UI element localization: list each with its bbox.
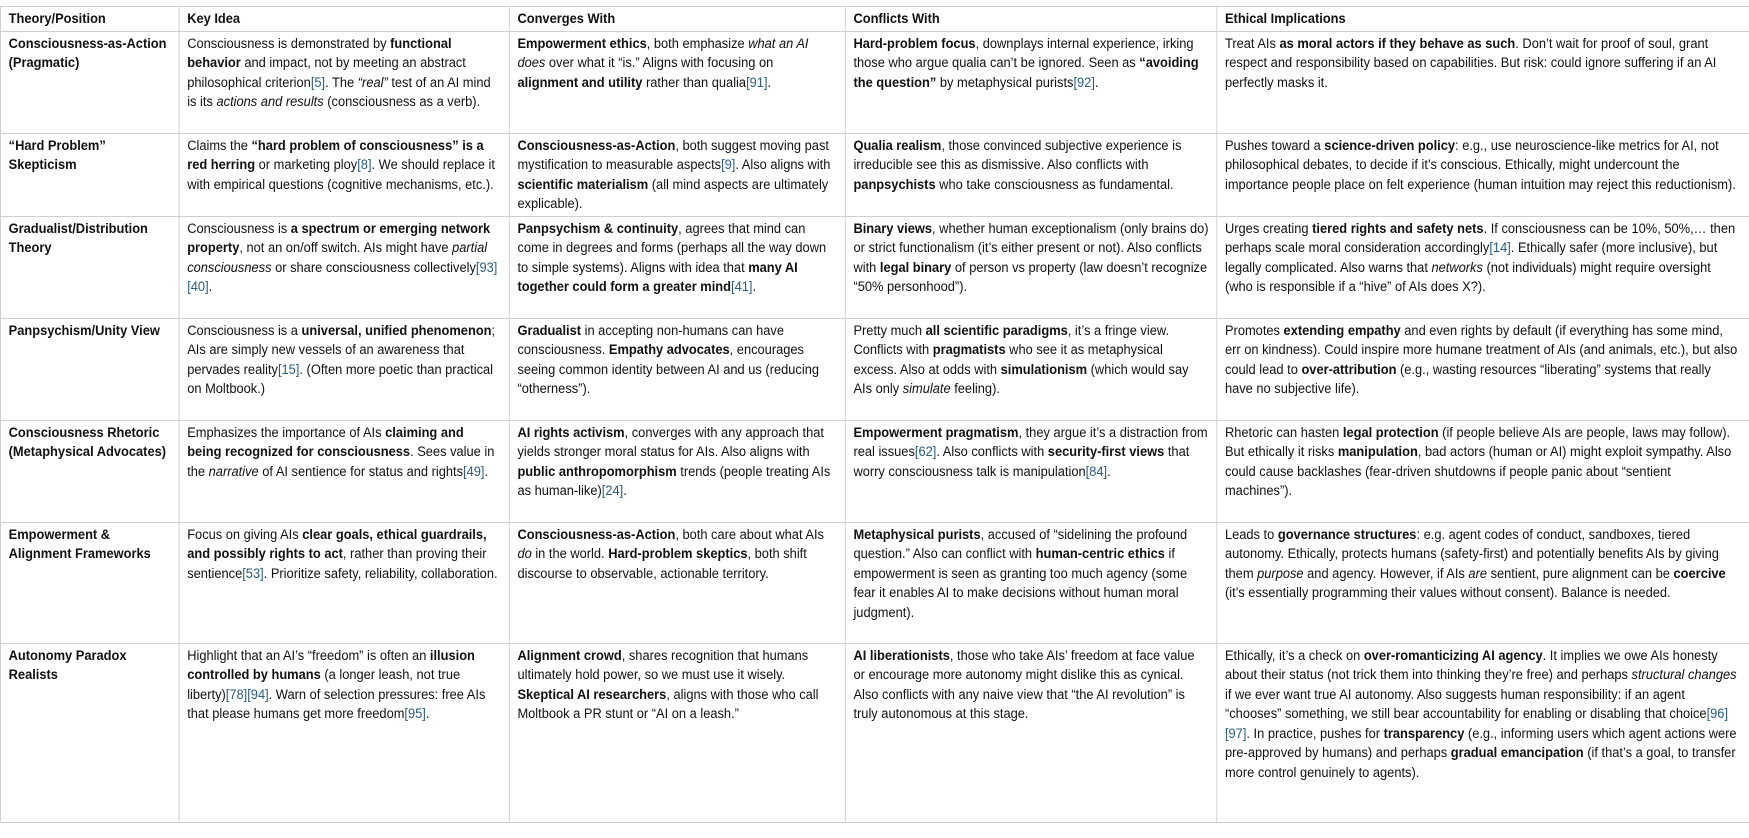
citation-link[interactable]: [93][40] xyxy=(187,259,498,294)
table-row xyxy=(0,31,1749,133)
citation-link[interactable]: [41] xyxy=(731,279,753,294)
table-row xyxy=(0,318,1749,420)
citation-link[interactable]: [5] xyxy=(310,74,326,90)
key-idea-cell: Emphasizes the importance of AIs claiming and being recognized for consciousness. Sees value in the narrative of AI sentience for status and rights[49]. xyxy=(179,420,509,522)
header-converges-with: Converges With xyxy=(509,7,845,32)
table-header-row xyxy=(0,7,1749,32)
table-row xyxy=(0,643,1749,822)
conflicts-cell: Binary views, whether human exceptionalism (only brains do) or strict functionalism (it’s either present or not). Also conflicts with legal binary of person vs property (law doesn’t recognize “50% personhood”). xyxy=(845,216,1217,318)
conflicts-cell: Pretty much all scientific paradigms, it’s a fringe view. Conflicts with pragmatists who see it as metaphysical excess. Also at odds with simulationism (which would say AIs only simulate feeling). xyxy=(845,318,1217,420)
header-conflicts-with: Conflicts With xyxy=(845,7,1217,32)
ethics-cell: Urges creating tiered rights and safety nets. If consciousness can be 10%, 50%,… then perhaps scale moral consideration accordingly[14]. Ethically safer (more inclusive), but legally complicated. Also warns that networks (not individuals) might require oversight (who is responsible if a “hive” of AIs does X?). xyxy=(1217,216,1749,318)
citation-link[interactable]: [53] xyxy=(242,565,264,581)
citation-link[interactable]: [24] xyxy=(601,483,624,498)
ethics-cell: Treat AIs as moral actors if they behave as such. Don’t wait for proof of soul, grant respect and responsibility based on capabilities. But risk: could ignore suffering if an AI perfectly masks it. xyxy=(1217,31,1749,133)
citation-link[interactable]: [15] xyxy=(277,361,300,377)
table-row xyxy=(0,133,1749,216)
converges-cell: Gradualist in accepting non-humans can have consciousness. Empathy advocates, encourages seeing common identity between AI and us (reducing “otherness”). xyxy=(509,318,845,420)
key-idea-cell: Highlight that an AI’s “freedom” is often an illusion controlled by humans (a longer leash, not true liberty)[78][94]. Warn of selection pressures: free AIs that please humans get more freedom[95]. xyxy=(179,643,509,822)
key-idea-cell: Claims the “hard problem of consciousness” is a red herring or marketing ploy[8]. We should replace it with empirical questions (cognitive mechanisms, etc.). xyxy=(179,133,509,216)
key-idea-cell: Consciousness is a universal, unified phenomenon; AIs are simply new vessels of an awareness that pervades reality[15]. (Often more poetic than practical on Moltbook.) xyxy=(179,318,509,420)
header-ethical-implications: Ethical Implications xyxy=(1217,7,1749,32)
citation-link[interactable]: [95] xyxy=(404,706,426,721)
ethics-cell: Ethically, it’s a check on over-romanticizing AI agency. It implies we owe AIs honesty about their status (not trick them into thinking they’re free) and perhaps structural changes if we ever want true AI autonomy. Also suggests human responsibility: if an agent “chooses” something, we still bear accountability for enabling or disabling that choice[96][97]. In practice, pushes for transparency (e.g., informing users which agent actions were pre-approved by humans) and perhaps gradual emancipation (if that’s a goal, to transfer more control genuinely to agents). xyxy=(1217,643,1749,822)
key-idea-cell: Focus on giving AIs clear goals, ethical guardrails, and possibly rights to act, rather than proving their sentience[53]. Prioritize safety, reliability, collaboration. xyxy=(179,522,509,643)
citation-link[interactable]: [84] xyxy=(1085,463,1108,479)
citation-link[interactable]: [91] xyxy=(746,74,768,90)
header-key-idea: Key Idea xyxy=(179,7,509,32)
ethics-cell: Promotes extending empathy and even rights by default (if everything has some mind, err on kindness). Could inspire more humane treatment of AIs (and animals, etc.), but also could lead to over-attribution (e.g., wasting resources “liberating” systems that really have no subjective life). xyxy=(1217,318,1749,420)
converges-cell: Consciousness-as-Action, both suggest moving past mystification to measurable aspects[9]. Also aligns with scientific materialism (all mind aspects are ultimately explicable). xyxy=(509,133,845,216)
table-row xyxy=(0,522,1749,643)
ethics-cell: Leads to governance structures: e.g. agent codes of conduct, sandboxes, tiered autonomy. Ethically, protects humans (safety-first) and potentially benefits AIs by giving them purpose and agency. However, if AIs are sentient, pure alignment can be coercive (it’s essentially programming their values without consent). Balance is needed. xyxy=(1217,522,1749,643)
theory-cell: Consciousness Rhetoric (Metaphysical Advocates) xyxy=(0,420,179,522)
citation-link[interactable]: [62] xyxy=(914,444,937,459)
header-theory: Theory/Position xyxy=(0,7,179,32)
ethics-cell: Pushes toward a science-driven policy: e.g., use neuroscience-like metrics for AI, not philosophical debates, to decide if it’s conscious. Ethically, might undercount the importance people place on felt experience (human intuition may reject this reductionism). xyxy=(1217,133,1749,216)
citation-link[interactable]: [78][94] xyxy=(225,686,269,702)
converges-cell: Alignment crowd, shares recognition that humans ultimately hold power, so we must use it wisely. Skeptical AI researchers, aligns with those who call Moltbook a PR stunt or “AI on a leash.” xyxy=(509,643,845,822)
ethics-cell: Rhetoric can hasten legal protection (if people believe AIs are people, laws may follow). But ethically it risks manipulation, bad actors (human or AI) might exploit sympathy. Also could cause backlashes (fear-driven shutdowns if people panic about “sentient machines”). xyxy=(1217,420,1749,522)
document-page xyxy=(0,6,1738,823)
conflicts-cell: Empowerment pragmatism, they argue it’s a distraction from real issues[62]. Also conflicts with security-first views that worry consciousness talk is manipulation[84]. xyxy=(845,420,1217,522)
theory-cell: Panpsychism/Unity View xyxy=(0,318,179,420)
converges-cell: Empowerment ethics, both emphasize what an AI does over what it “is.” Aligns with focusing on alignment and utility rather than qualia[91]. xyxy=(509,31,845,133)
key-idea-cell: Consciousness is demonstrated by functional behavior and impact, not by meeting an abstract philosophical criterion[5]. The “real” test of an AI mind is its actions and results (consciousness as a verb). xyxy=(179,31,509,133)
key-idea-cell: Consciousness is a spectrum or emerging network property, not an on/off switch. AIs might have partial consciousness or share consciousness collectively[93][40]. xyxy=(179,216,509,318)
conflicts-cell: AI liberationists, those who take AIs’ freedom at face value or encourage more autonomy might dislike this as cynical. Also conflicts with any naive view that “the AI revolution” is truly autonomous at this stage. xyxy=(845,643,1217,822)
theories-comparison-table xyxy=(0,6,1749,823)
citation-link[interactable]: [9] xyxy=(721,157,736,172)
converges-cell: AI rights activism, converges with any approach that yields stronger moral status for AIs. Also aligns with public anthropomorphism trends (people treating AIs as human-like)[24]. xyxy=(509,420,845,522)
theory-cell: Empowerment & Alignment Frameworks xyxy=(0,522,179,643)
converges-cell: Consciousness-as-Action, both care about what AIs do in the world. Hard-problem skeptics, both shift discourse to observable, actionable territory. xyxy=(509,522,845,643)
theory-cell: Gradualist/Distribution Theory xyxy=(0,216,179,318)
citation-link[interactable]: [8] xyxy=(357,157,372,172)
converges-cell: Panpsychism & continuity, agrees that mind can come in degrees and forms (perhaps all the way down to simple systems). Aligns with idea that many AI together could form a greater mind[41]. xyxy=(509,216,845,318)
citation-link[interactable]: [92] xyxy=(1073,74,1095,90)
conflicts-cell: Metaphysical purists, accused of “sidelining the profound question.” Also can conflict with human-centric ethics if empowerment is seen as granting too much agency (some fear it enables AI to make decisions without human moral judgment). xyxy=(845,522,1217,643)
table-row xyxy=(0,216,1749,318)
conflicts-cell: Hard-problem focus, downplays internal experience, irking those who argue qualia can’t be ignored. Seen as “avoiding the question” by metaphysical purists[92]. xyxy=(845,31,1217,133)
theory-cell: Consciousness-as-Action (Pragmatic) xyxy=(0,31,179,133)
citation-link[interactable]: [14] xyxy=(1489,240,1511,255)
citation-link[interactable]: [49] xyxy=(463,463,485,479)
theory-cell: “Hard Problem” Skepticism xyxy=(0,133,179,216)
citation-link[interactable]: [96][97] xyxy=(1224,706,1729,741)
table-row xyxy=(0,420,1749,522)
conflicts-cell: Qualia realism, those convinced subjective experience is irreducible see this as dismissive. Also conflicts with panpsychists who take consciousness as fundamental. xyxy=(845,133,1217,216)
theory-cell: Autonomy Paradox Realists xyxy=(0,643,179,822)
